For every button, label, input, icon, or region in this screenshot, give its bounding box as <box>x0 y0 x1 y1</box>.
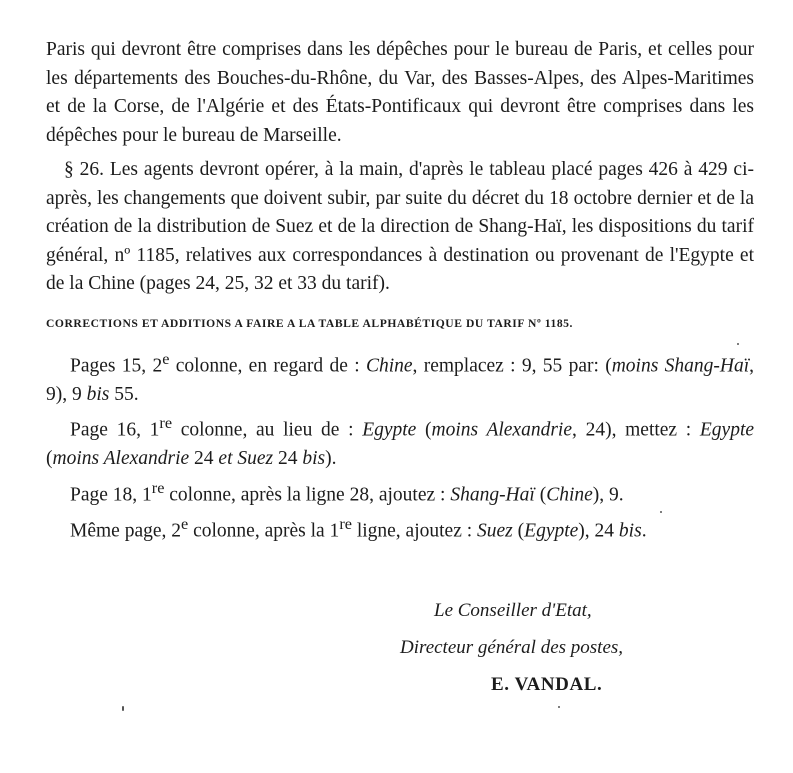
correction-page-15: Pages 15, 2e colonne, en regard de : Chine, remplacez : 9, 55 par: (moins Shang-Haï, 9), 9 bis 55. <box>46 349 754 405</box>
ink-speck <box>122 706 124 711</box>
paragraph-dispatch-offices: Paris qui devront être comprises dans les dépêches pour le bureau de Paris, et celles pour les départements des Bouches-du-Rhône, du Var, des Basses-Alpes, des Alpes-Maritimes et de la Corse, de l'Algérie et des États-Pontificaux qui devront être comprises dans les dépêches pour le bureau de Marseille. <box>46 39 754 146</box>
document-page <box>46 36 754 546</box>
signature-role: Directeur général des postes, <box>400 637 624 658</box>
correction-page-16: Page 16, 1re colonne, au lieu de : Egypte (moins Alexandrie, 24), mettez : Egypte (moins Alexandrie 24 et Suez 24 bis). <box>46 414 755 469</box>
ink-speck <box>737 343 739 345</box>
correction-same-page: Même page, 2e colonne, après la 1re ligne, ajoutez : Suez (Egypte), 24 bis. <box>70 514 647 541</box>
signature-name: E. VANDAL. <box>491 674 603 695</box>
ink-speck <box>558 706 560 708</box>
correction-page-18: Page 18, 1re colonne, après la ligne 28, ajoutez : Shang-Haï (Chine), 9. <box>70 478 624 505</box>
ink-speck <box>660 511 662 513</box>
section-heading-corrections: CORRECTIONS ET ADDITIONS A FAIRE A LA TABLE ALPHABÉTIQUE DU TARIF Nº 1185. <box>46 316 573 330</box>
signature-title: Le Conseiller d'Etat, <box>434 600 592 621</box>
paragraph-section-26: § 26. Les agents devront opérer, à la main, d'après le tableau placé pages 426 à 429 ci-après, les changements que doivent subir, par suite du décret du 18 octobre dernier et de la création de la distribution de Suez et de la direction de Shang-Haï, les dispositions du tarif général, nº 1185, relatives aux correspondances à destination ou provenant de l'Egypte et de la Chine (pages 24, 25, 32 et 33 du tarif). <box>46 159 754 294</box>
